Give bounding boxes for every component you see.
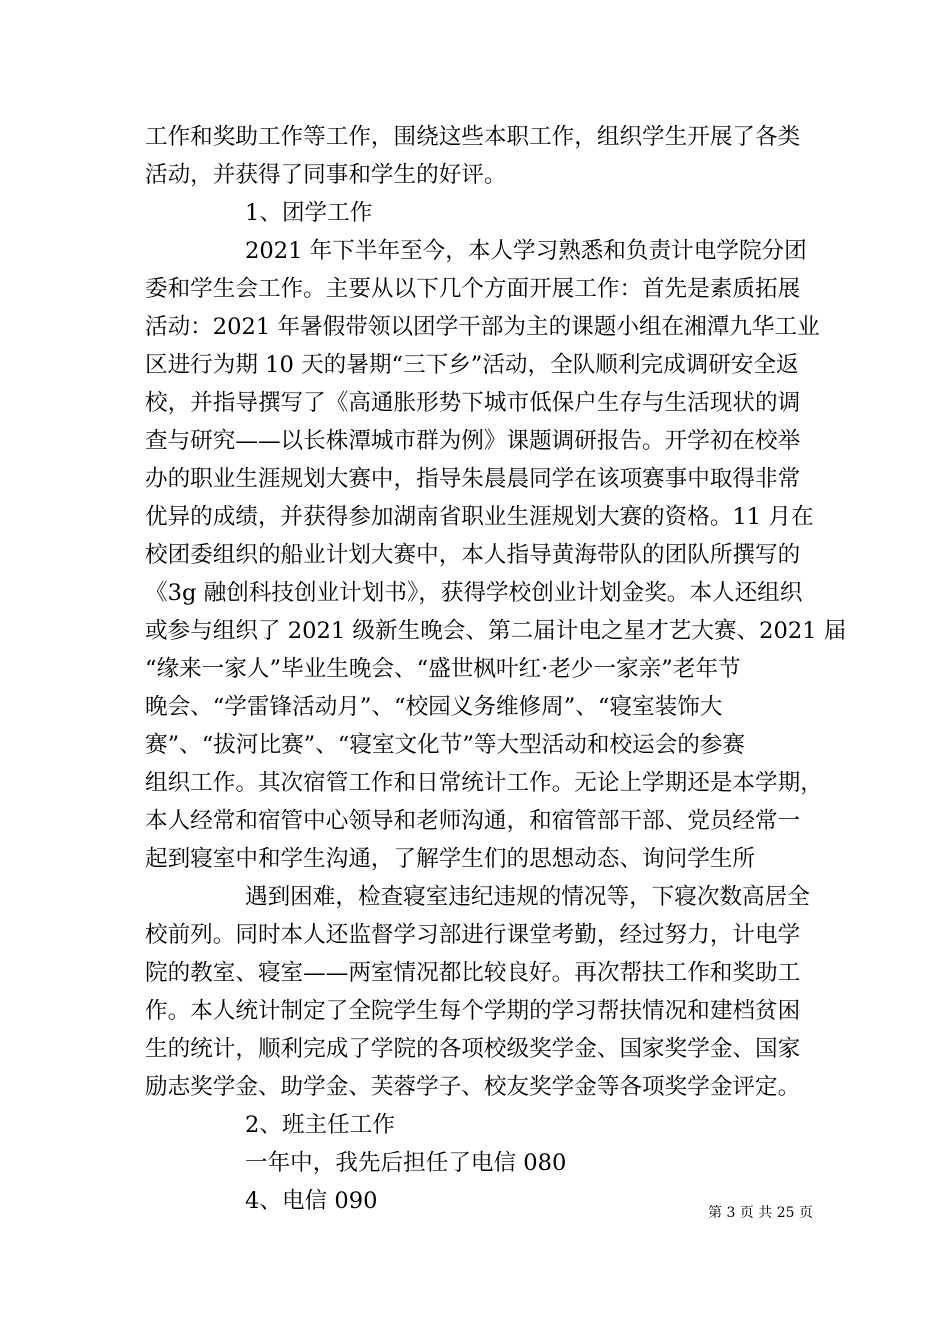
- paragraph-line: 委和学生会工作。主要从以下几个方面开展工作：首先是素质拓展: [145, 276, 801, 302]
- page-number: 第 3 页 共 25 页: [708, 1205, 813, 1221]
- paragraph-line: 活动：2021 年暑假带领以团学干部为主的课题小组在湘潭九华工业: [145, 314, 820, 340]
- paragraph-line: 2021 年下半年至今，本人学习熟悉和负责计电学院分团: [245, 238, 807, 264]
- paragraph-line: 励志奖学金、助学金、芙蓉学子、校友奖学金等各项奖学金评定。: [145, 1074, 801, 1100]
- paragraph-line: 工作和奖助工作等工作，围绕这些本职工作，组织学生开展了各类: [145, 124, 801, 150]
- paragraph-line: 查与研究——以长株潭城市群为例》课题调研报告。开学初在校举: [145, 428, 801, 454]
- paragraph-line: 本人经常和宿管中心领导和老师沟通，和宿管部干部、党员经常一: [145, 808, 801, 834]
- paragraph-line: 4、电信 090: [245, 1188, 378, 1214]
- section-heading: 2、班主任工作: [245, 1112, 395, 1138]
- paragraph-line: 或参与组织了 2021 级新生晚会、第二届计电之星才艺大赛、2021 届: [145, 618, 847, 644]
- paragraph-line: 院的教室、寝室——两室情况都比较良好。再次帮扶工作和奖助工: [145, 960, 801, 986]
- paragraph-line: 起到寝室中和学生沟通，了解学生们的思想动态、询问学生所: [145, 846, 756, 872]
- paragraph-line: 生的统计，顺利完成了学院的各项校级奖学金、国家奖学金、国家: [145, 1036, 801, 1062]
- paragraph-line: “缘来一家人”毕业生晚会、“盛世枫叶红·老少一家亲”老年节: [145, 656, 741, 682]
- paragraph-line: 晚会、“学雷锋活动月”、“校园义务维修周”、“寝室装饰大: [145, 694, 723, 720]
- paragraph-line: 一年中，我先后担任了电信 080: [245, 1150, 567, 1176]
- paragraph-line: 组织工作。其次宿管工作和日常统计工作。无论上学期还是本学期，: [145, 770, 823, 796]
- paragraph-line: 赛”、“拔河比赛”、“寝室文化节”等大型活动和校运会的参赛: [145, 732, 746, 758]
- paragraph-line: 办的职业生涯规划大赛中，指导朱晨晨同学在该项赛事中取得非常: [145, 466, 801, 492]
- section-heading: 1、团学工作: [245, 200, 373, 226]
- paragraph-line: 优异的成绩，并获得参加湖南省职业生涯规划大赛的资格。11 月在: [145, 504, 814, 530]
- paragraph-line: 校团委组织的船业计划大赛中，本人指导黄海带队的团队所撰写的: [145, 542, 801, 568]
- paragraph-line: 区进行为期 10 天的暑期“三下乡”活动，全队顺利完成调研安全返: [145, 352, 799, 378]
- paragraph-line: 作。本人统计制定了全院学生每个学期的学习帮扶情况和建档贫困: [145, 998, 801, 1024]
- paragraph-line: 校，并指导撰写了《高通胀形势下城市低保户生存与生活现状的调: [145, 390, 801, 416]
- paragraph-line: 遇到困难，检查寝室违纪违规的情况等，下寝次数高居全: [245, 884, 810, 910]
- paragraph-line: 校前列。同时本人还监督学习部进行课堂考勤，经过努力，计电学: [145, 922, 801, 948]
- paragraph-line: 活动，并获得了同事和学生的好评。: [145, 162, 507, 188]
- paragraph-line: 《3g 融创科技创业计划书》，获得学校创业计划金奖。本人还组织: [145, 580, 803, 606]
